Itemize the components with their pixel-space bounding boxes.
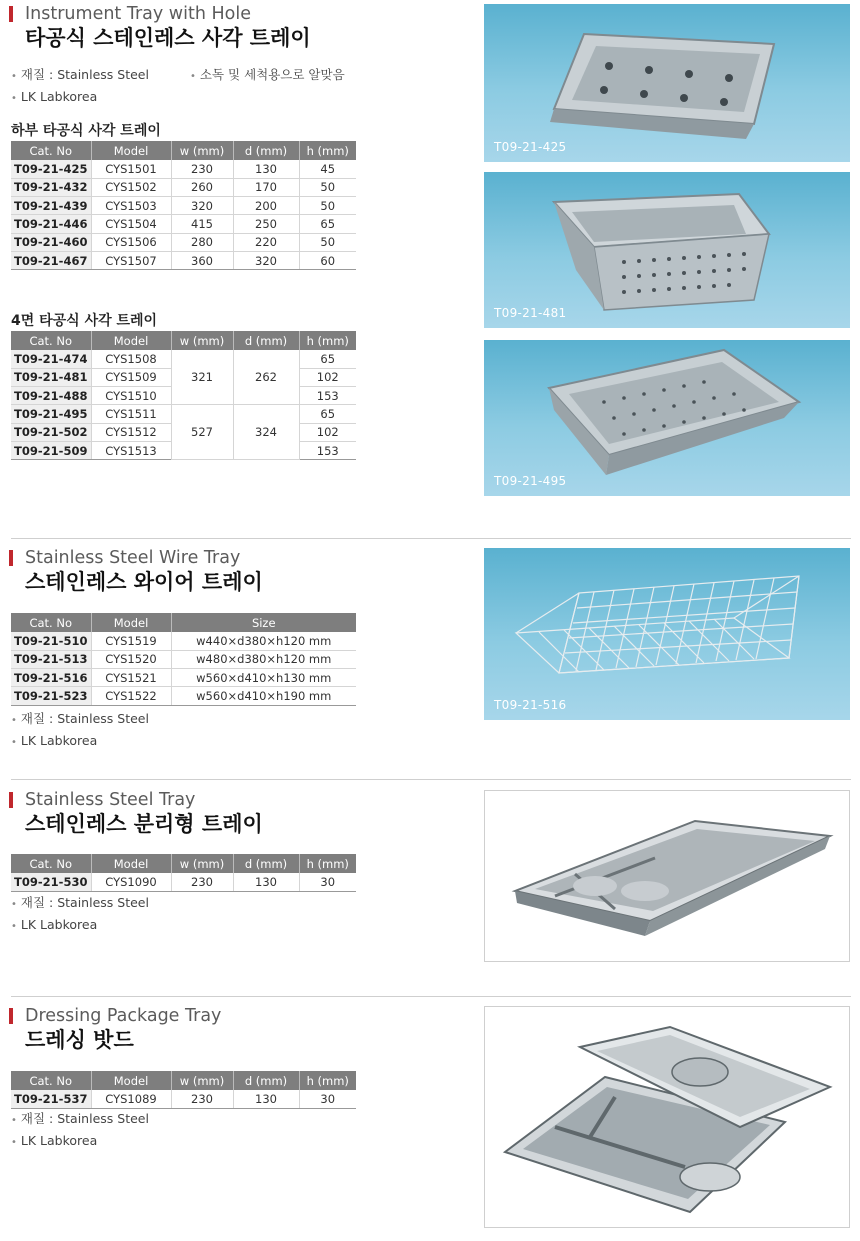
- product-photo-t09-21-516: [484, 548, 850, 720]
- table-header: Cat. No Model Size: [11, 613, 356, 632]
- section-title-en: Instrument Tray with Hole: [9, 4, 311, 24]
- photo-caption: T09-21-516: [494, 698, 567, 712]
- bullet-icon: •: [190, 71, 196, 82]
- section-header-stainless-tray: [9, 790, 263, 838]
- product-photo-t09-21-425: [484, 4, 850, 162]
- note-usage: • 소독 및 세척용으로 알맞음: [190, 67, 345, 82]
- bullet-icon: •: [11, 1137, 17, 1148]
- notes-dressing-tray: [11, 1109, 149, 1153]
- section-title-en: Stainless Steel Wire Tray: [9, 548, 263, 568]
- section-divider: [11, 538, 851, 539]
- subtitle-bottom-perforated: 하부 타공식 사각 트레이: [11, 123, 161, 139]
- bullet-icon: •: [11, 93, 17, 104]
- section-header-wire-tray: [9, 548, 263, 596]
- section-header-dressing-tray: [9, 1006, 221, 1054]
- notes-stainless-tray: [11, 893, 149, 937]
- note-brand: • LK Labkorea: [11, 1133, 98, 1148]
- table-row: T09-21-488 CYS1510 153: [11, 387, 356, 405]
- bullet-icon: •: [11, 715, 17, 726]
- section-title-en: Dressing Package Tray: [9, 1006, 221, 1026]
- table-row: T09-21-523 CYS1522 w560×d410×h190 mm: [11, 687, 356, 705]
- table-row: T09-21-425 CYS1501 230 130 45: [11, 160, 356, 178]
- table-row: T09-21-513 CYS1520 w480×d380×h120 mm: [11, 650, 356, 668]
- note-material: • 재질 : Stainless Steel: [11, 711, 149, 726]
- tray-image: [484, 172, 850, 328]
- table-row: T09-21-474 CYS1508 321 262 65: [11, 350, 356, 368]
- table-row: T09-21-446 CYS1504 415 250 65: [11, 215, 356, 233]
- note-material: • 재질 : Stainless Steel: [11, 1111, 149, 1126]
- table-row: T09-21-467 CYS1507 360 320 60: [11, 251, 356, 269]
- table-header: Cat. No Model w (mm) d (mm) h (mm): [11, 141, 356, 160]
- subtitle-four-side-perforated: 4면 타공식 사각 트레이: [11, 313, 158, 329]
- bullet-icon: •: [11, 737, 17, 748]
- section-title-ko: 드레싱 밧드: [25, 1028, 134, 1052]
- table-row: T09-21-481 CYS1509 102: [11, 368, 356, 386]
- table-row: T09-21-502 CYS1512 102: [11, 423, 356, 441]
- spec-table-dressing-tray: [11, 1071, 356, 1109]
- notes-instrument-tray: [11, 65, 149, 109]
- product-photo-dressing-tray: [484, 1006, 850, 1228]
- table-row: T09-21-537 CYS1089 230 130 30: [11, 1090, 356, 1108]
- table-row: T09-21-516 CYS1521 w560×d410×h130 mm: [11, 669, 356, 687]
- note-material: • 재질 : Stainless Steel: [11, 67, 149, 82]
- photo-caption: T09-21-481: [494, 306, 567, 320]
- product-photo-divided-tray: [484, 790, 850, 962]
- photo-caption: T09-21-425: [494, 140, 567, 154]
- note-brand: • LK Labkorea: [11, 89, 98, 104]
- dressing-tray-image: [485, 1007, 850, 1228]
- notes-wire-tray: [11, 709, 149, 753]
- table-row: T09-21-530 CYS1090 230 130 30: [11, 873, 356, 891]
- bullet-icon: •: [11, 899, 17, 910]
- section-title-ko: 스테인레스 분리형 트레이: [25, 812, 263, 836]
- product-photo-t09-21-495: [484, 340, 850, 496]
- table-row: T09-21-439 CYS1503 320 200 50: [11, 197, 356, 215]
- section-divider: [11, 779, 851, 780]
- spec-table-wire-tray: [11, 613, 356, 706]
- section-header-instrument-tray: [9, 4, 311, 52]
- section-title-ko: 타공식 스테인레스 사각 트레이: [25, 26, 311, 50]
- section-title-ko: 스테인레스 와이어 트레이: [25, 570, 263, 594]
- note-brand: • LK Labkorea: [11, 733, 98, 748]
- note-brand: • LK Labkorea: [11, 917, 98, 932]
- product-photo-t09-21-481: [484, 172, 850, 328]
- spec-table-stainless-tray: [11, 854, 356, 892]
- table-row: T09-21-510 CYS1519 w440×d380×h120 mm: [11, 632, 356, 650]
- bullet-icon: •: [11, 71, 17, 82]
- tray-image: [484, 4, 850, 162]
- table-row: T09-21-509 CYS1513 153: [11, 441, 356, 459]
- note-material: • 재질 : Stainless Steel: [11, 895, 149, 910]
- spec-table-bottom-perforated: [11, 141, 356, 270]
- divided-tray-image: [485, 791, 850, 962]
- spec-table-four-side-perforated: [11, 331, 356, 460]
- wire-basket-image: [484, 548, 850, 720]
- section-title-en: Stainless Steel Tray: [9, 790, 263, 810]
- bullet-icon: •: [11, 921, 17, 932]
- tray-image: [484, 340, 850, 496]
- photo-caption: T09-21-495: [494, 474, 567, 488]
- table-row: T09-21-432 CYS1502 260 170 50: [11, 178, 356, 196]
- table-header: Cat. No Model w (mm) d (mm) h (mm): [11, 331, 356, 350]
- table-header: Cat. No Model w (mm) d (mm) h (mm): [11, 854, 356, 873]
- bullet-icon: •: [11, 1115, 17, 1126]
- table-header: Cat. No Model w (mm) d (mm) h (mm): [11, 1071, 356, 1090]
- table-row: T09-21-460 CYS1506 280 220 50: [11, 233, 356, 251]
- table-row: T09-21-495 CYS1511 527 324 65: [11, 405, 356, 423]
- section-divider: [11, 996, 851, 997]
